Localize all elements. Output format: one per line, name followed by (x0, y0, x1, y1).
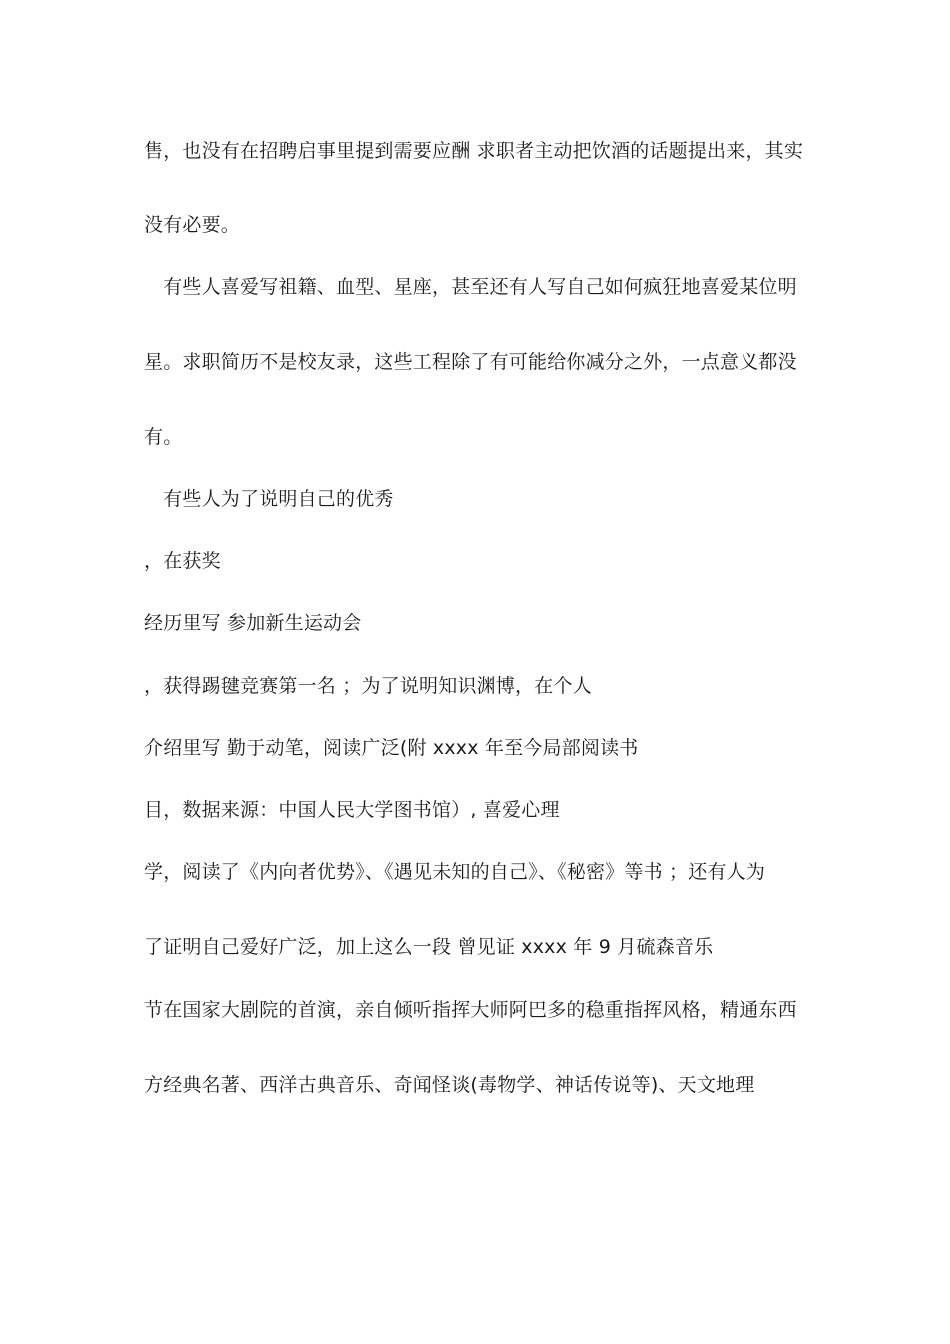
text-line: ，获得踢毽竞赛第一名 ；为了说明知识渊博，在个人 (144, 675, 592, 697)
text-line: 了证明自己爱好广泛，加上这么一段 曾见证 xxxx 年 9 月硫森音乐 (144, 936, 714, 958)
text-line: 售，也没有在招聘启事里提到需要应酬 求职者主动把饮酒的话题提出来，其实 (144, 140, 804, 162)
text-line: ，在获奖 (144, 550, 221, 572)
text-line: 有。 (144, 426, 183, 448)
text-line: 学，阅读了《内向者优势》、《遇见未知的自己》、《秘密》等书 ；还有人为 (144, 861, 766, 883)
text-line: 节在国家大剧院的首演，亲自倾听指挥大师阿巴多的稳重指挥风格，精通东西 (144, 999, 797, 1021)
text-line: 经历里写 参加新生运动会 (144, 612, 362, 634)
text-line: 有些人为了说明自己的优秀 (144, 488, 394, 510)
text-line: 介绍里写 勤于动笔，阅读广泛(附 xxxx 年至今局部阅读书 (144, 737, 639, 759)
text-line: 没有必要。 (144, 214, 241, 236)
text-line: 目，数据来源：中国人民大学图书馆）, 喜爱心理 (144, 799, 560, 821)
text-line: 有些人喜爱写祖籍、血型、星座，甚至还有人写自己如何疯狂地喜爱某位明 (144, 276, 797, 298)
text-line: 方经典名著、西洋古典音乐、奇闻怪谈(毒物学、神话传说等)、天文地理 (144, 1074, 755, 1096)
text-line: 星。求职简历不是校友录，这些工程除了有可能给你减分之外，一点意义都没 (144, 351, 797, 373)
